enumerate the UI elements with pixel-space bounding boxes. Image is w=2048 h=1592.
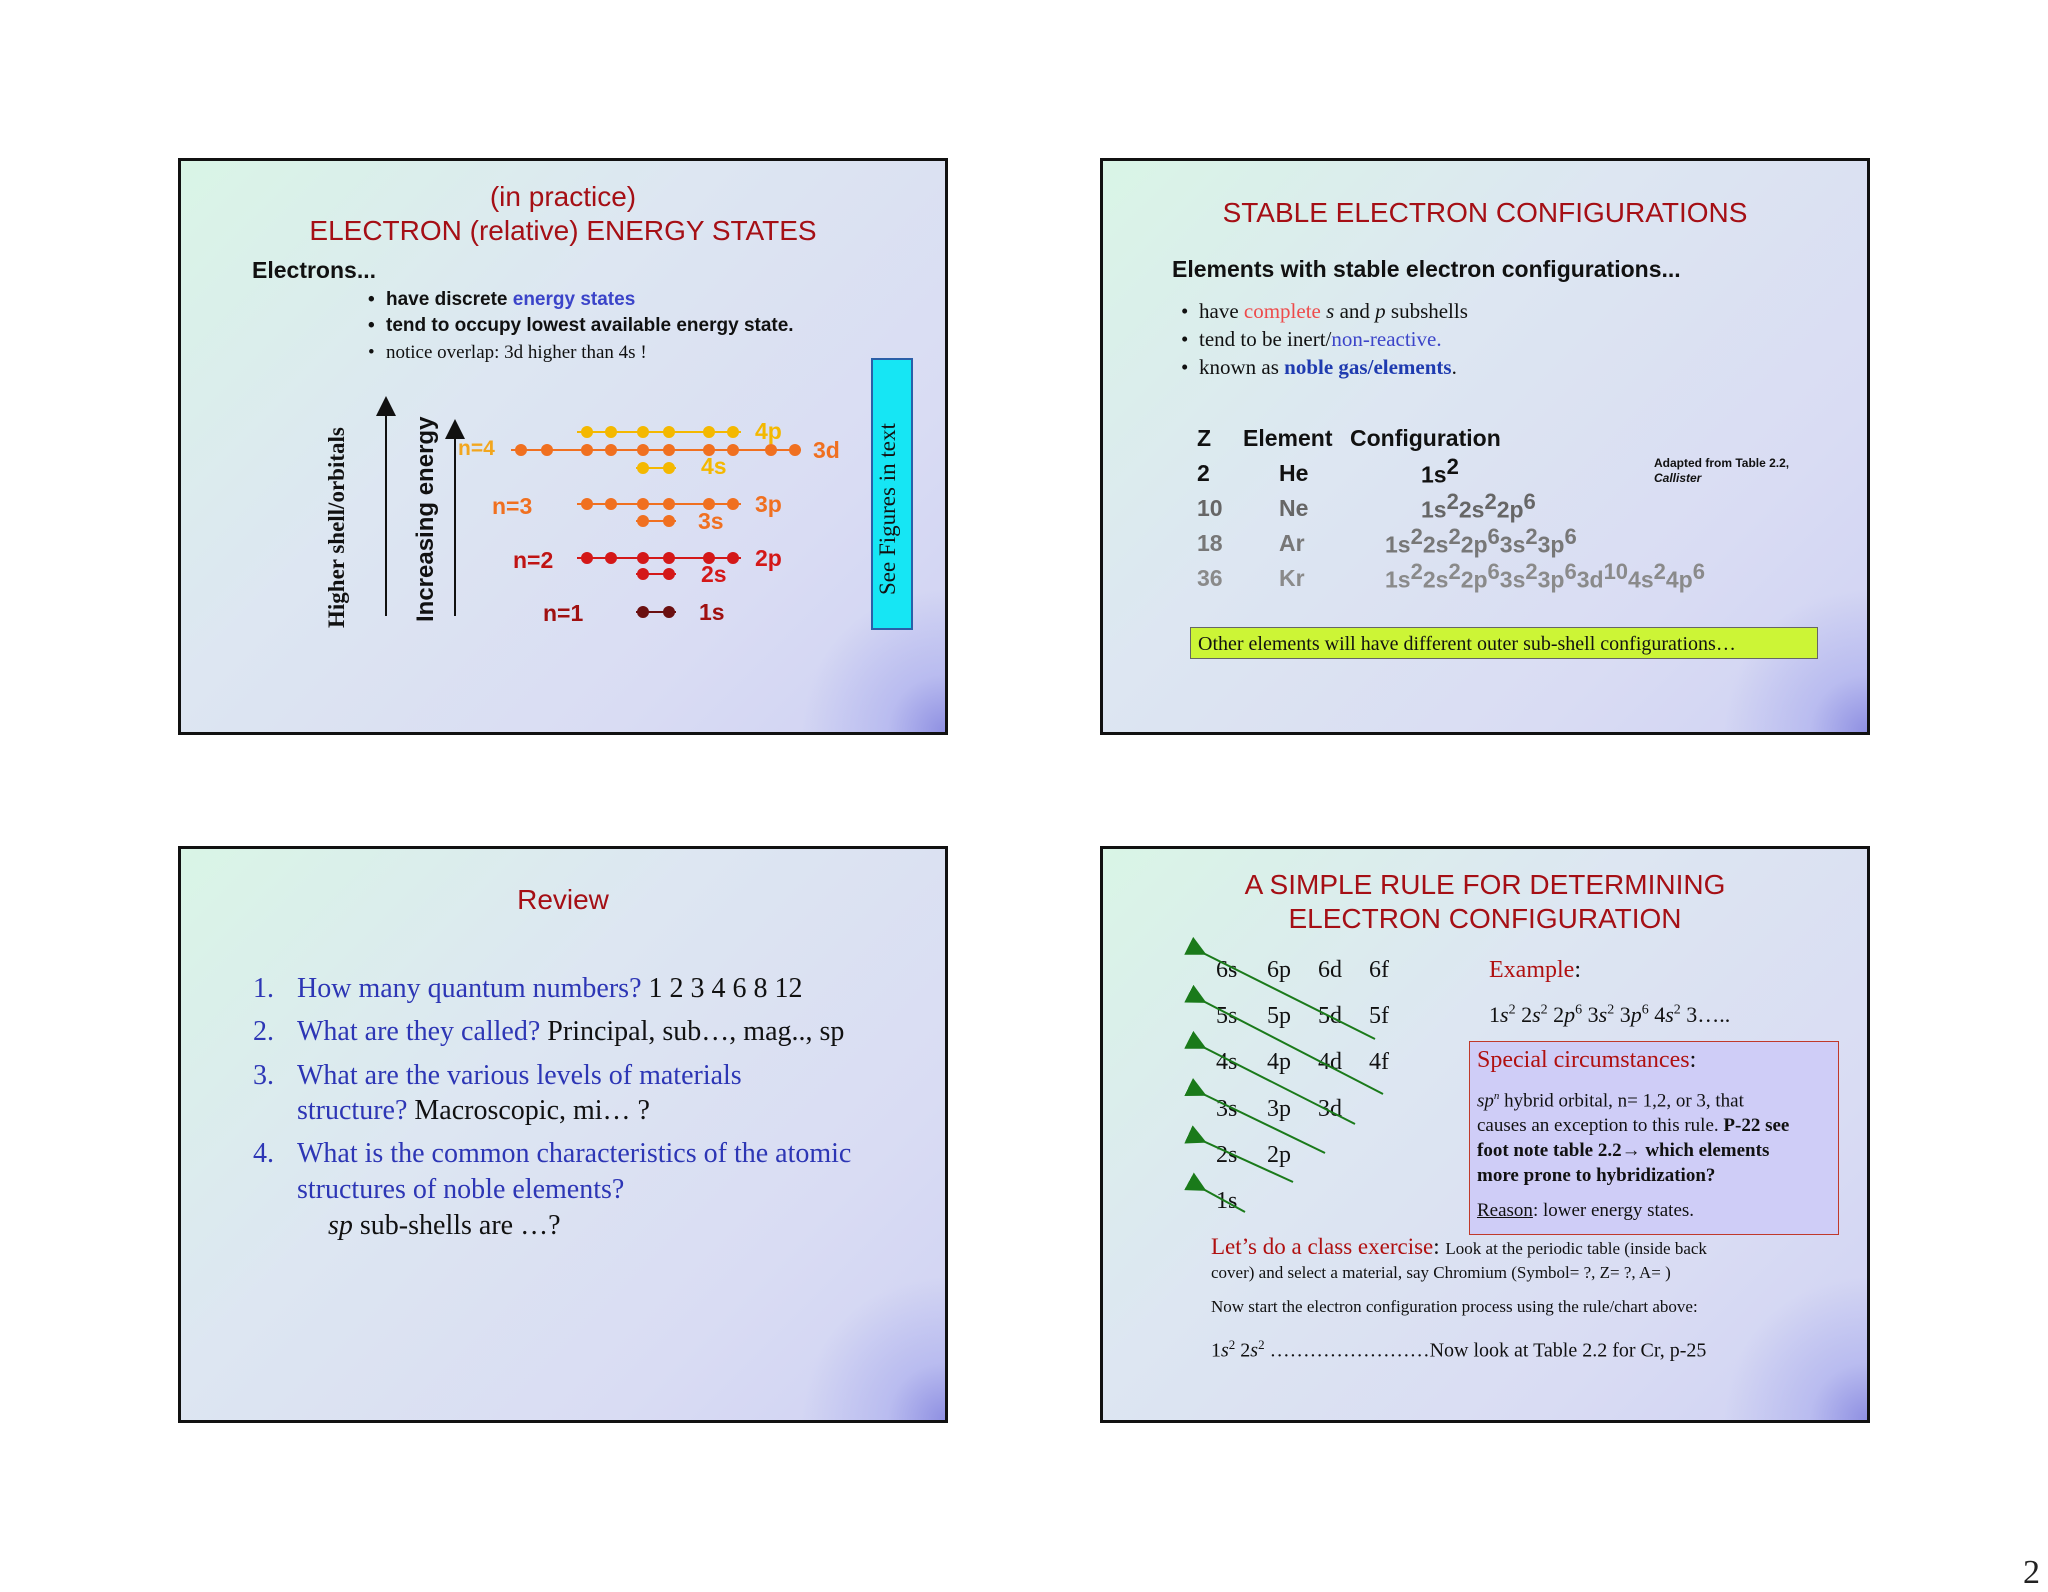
orbital-5d: 5d — [1318, 1003, 1342, 1029]
b2-nonreactive: non-reactive. — [1331, 327, 1442, 351]
special-sup: n — [1493, 1090, 1500, 1102]
slide2-bullet-1 — [1199, 299, 1468, 324]
orbital-5s: 5s — [1216, 1003, 1238, 1029]
question-1-answer: 1 2 3 4 6 8 12 — [648, 973, 803, 1004]
slide1-bullet-1-highlight: energy states — [512, 289, 636, 310]
b1-text: have — [1199, 299, 1244, 323]
shell-axis-label: Higher shell/orbitals — [324, 427, 349, 628]
question-3-line1: What are the various levels of materials — [297, 1060, 742, 1091]
answer-text: sub-shells are …? — [352, 1210, 561, 1241]
b1-s: s — [1326, 299, 1335, 323]
special-line-3: foot note table 2.2→ which elements — [1477, 1140, 1770, 1161]
question-2-answer: Principal, sub…, mag.., sp — [547, 1016, 845, 1047]
slide1-bullet-2: • tend to occupy lowest available energy state. — [386, 315, 794, 337]
b2-text: tend to be inert/ — [1199, 327, 1332, 351]
exercise-line-1 — [1211, 1234, 1707, 1260]
question-2 — [297, 1016, 844, 1048]
question-1 — [297, 973, 803, 1005]
label-n2: n=2 — [513, 547, 554, 573]
row-z: 10 — [1197, 495, 1223, 521]
figures-note-text: See Figures in text — [875, 423, 900, 595]
row-z: 18 — [1197, 530, 1223, 556]
orbital-6p: 6p — [1267, 957, 1291, 983]
label-3d: 3d — [813, 437, 840, 463]
orbital-4s: 4s — [1216, 1049, 1238, 1075]
reason-label: Reason — [1477, 1200, 1533, 1221]
special-line-1 — [1477, 1090, 1744, 1112]
slide-electron-energy-states — [178, 158, 948, 735]
source-line-2: Callister — [1654, 471, 1702, 485]
exercise-line-4: $1s^2$ $2s^2$ ……………………Now look at Table 2.2 for Cr, p-25 — [1211, 1337, 1707, 1362]
row-element: Kr — [1279, 565, 1305, 591]
label-n4: n=4 — [458, 437, 495, 460]
slide1-heading: Electrons... — [252, 257, 376, 283]
question-4-line1: What is the common characteristics of the atomic — [297, 1138, 852, 1169]
exercise-title: Let’s do a class exercise — [1211, 1234, 1434, 1259]
row-element: Ar — [1279, 530, 1305, 556]
orbital-1s: 1s — [1216, 1188, 1238, 1214]
slide-simple-rule — [1100, 846, 1870, 1423]
energy-axis-label: Increasing energy — [412, 416, 439, 622]
special-sp: sp — [1477, 1090, 1494, 1112]
header-element: Element — [1243, 425, 1333, 451]
reason-line — [1477, 1200, 1694, 1222]
question-3-text: structure? — [297, 1095, 408, 1126]
label-3s: 3s — [698, 508, 724, 534]
question-3-number: 3. — [253, 1060, 274, 1091]
question-1-text: How many quantum numbers? — [297, 973, 642, 1004]
label-2p: 2p — [755, 545, 782, 571]
row-element: Ne — [1279, 495, 1309, 521]
source-line-1: Adapted from Table 2.2, — [1654, 456, 1790, 470]
special-line-2 — [1477, 1115, 1789, 1137]
label-3p: 3p — [755, 491, 782, 517]
row-z: 2 — [1197, 460, 1210, 486]
row-config-kr: $1s^22s^22p^63s^23p^63d^{10}4s^24p^6$ — [1385, 559, 1705, 593]
example-sequence: $1s^2$ $2s^2$ $2p^6$ $3s^2$ $3p^6$ $4s^2$ 3….. — [1489, 1002, 1731, 1027]
exercise-line-4-end: Now look at Table 2.2 for Cr, p-25 — [1429, 1339, 1707, 1362]
orbital-6d: 6d — [1318, 957, 1342, 983]
example-colon: : — [1574, 957, 1581, 983]
special-line-2-bold: P-22 see — [1723, 1115, 1790, 1136]
orbital-4f: 4f — [1369, 1049, 1389, 1075]
reason-text: : lower energy states. — [1532, 1200, 1695, 1221]
special-title — [1477, 1047, 1696, 1074]
label-n3: n=3 — [492, 493, 533, 519]
orbital-5p: 5p — [1267, 1003, 1291, 1029]
slide1-bullet-1-text: have discrete — [386, 289, 513, 310]
orbital-2s: 2s — [1216, 1142, 1238, 1168]
special-line-2-text: causes an exception to this rule. — [1477, 1115, 1724, 1136]
4s-level-dots — [636, 463, 676, 473]
slide4-title-line1: A SIMPLE RULE FOR DETERMINING — [1244, 869, 1726, 900]
exercise-line-2: cover) and select a material, say Chromium (Symbol= ?, Z= ?, A= ) — [1211, 1263, 1671, 1282]
slide3-title: Review — [517, 884, 609, 915]
question-2-text: What are they called? — [297, 1016, 541, 1047]
b3-post: . — [1451, 355, 1457, 379]
b1-post: subshells — [1385, 299, 1468, 323]
label-4s: 4s — [701, 453, 727, 479]
orbital-5f: 5f — [1369, 1003, 1389, 1029]
question-3-line2 — [297, 1095, 650, 1127]
special-title-text: Special circumstances — [1477, 1047, 1690, 1073]
slide1-title-line1: (in practice) — [489, 181, 637, 212]
header-z: Z — [1197, 425, 1212, 451]
row-config-ar: $1s^22s^22p^63s^23p^6$ — [1385, 524, 1577, 558]
label-n1: n=1 — [543, 600, 584, 626]
question-4-answer — [328, 1210, 561, 1242]
b1-complete: complete — [1243, 299, 1321, 323]
n4-level-dots — [511, 445, 801, 455]
question-3-answer: Macroscopic, mi… ? — [414, 1095, 650, 1126]
question-4-number: 4. — [253, 1138, 274, 1169]
4p-level-dots — [577, 427, 741, 437]
exercise-line-1-text: Look at the periodic table (inside back — [1445, 1239, 1707, 1258]
1s-level-dots — [636, 607, 676, 617]
orbital-3p: 3p — [1267, 1096, 1291, 1122]
label-1s: 1s — [699, 599, 725, 625]
slide-stable-configurations — [1100, 158, 1870, 735]
answer-sp: sp — [328, 1210, 353, 1241]
orbital-3s: 3s — [1216, 1096, 1238, 1122]
slide2-title: STABLE ELECTRON CONFIGURATIONS — [1222, 197, 1748, 228]
special-colon: : — [1689, 1047, 1697, 1073]
orbital-6f: 6f — [1369, 957, 1389, 983]
b1-and: and — [1334, 299, 1376, 323]
special-line-1-text: hybrid orbital, n= 1,2, or 3, that — [1499, 1090, 1744, 1112]
special-line-4: more prone to hybridization? — [1477, 1165, 1716, 1186]
slide1-bullet-3: • notice overlap: 3d higher than 4s ! — [386, 342, 647, 364]
b3-text: known as — [1199, 355, 1285, 379]
label-4p: 4p — [755, 418, 782, 444]
row-z: 36 — [1197, 565, 1223, 591]
row-element: He — [1279, 460, 1309, 486]
slide2-bullet-3 — [1199, 355, 1457, 380]
slide4-title-line2: ELECTRON CONFIGURATION — [1288, 903, 1682, 934]
example-label-text: Example — [1489, 957, 1575, 983]
question-2-number: 2. — [253, 1016, 274, 1047]
slide2-heading: Elements with stable electron configurations... — [1172, 256, 1681, 282]
slide1-title-line2: ELECTRON (relative) ENERGY STATES — [309, 215, 817, 246]
exercise-line-3: Now start the electron configuration process using the rule/chart above: — [1211, 1297, 1698, 1316]
exercise-colon: : — [1433, 1234, 1440, 1259]
3s-level-dots — [636, 516, 676, 526]
orbital-4p: 4p — [1267, 1049, 1291, 1075]
note-box: Other elements will have different outer sub-shell configurations… — [1190, 627, 1818, 659]
slide-review — [178, 846, 948, 1423]
page-number: 2 — [2023, 1554, 2040, 1591]
b3-noble: noble gas/elements — [1284, 355, 1452, 379]
b1-p: p — [1375, 299, 1386, 323]
2s-level-dots — [636, 569, 676, 579]
slide2-bullet-2 — [1199, 327, 1442, 352]
orbital-4d: 4d — [1318, 1049, 1342, 1075]
orbital-3d: 3d — [1318, 1096, 1342, 1122]
example-label — [1489, 957, 1581, 984]
row-config-ne: $1s^22s^22p^6$ — [1421, 489, 1536, 523]
orbital-2p: 2p — [1267, 1142, 1291, 1168]
label-2s: 2s — [701, 561, 727, 587]
question-4-line2: structures of noble elements? — [297, 1174, 625, 1205]
question-1-number: 1. — [253, 973, 274, 1004]
row-config-he: $1s^2$ — [1421, 454, 1459, 488]
orbital-6s: 6s — [1216, 957, 1238, 983]
header-configuration: Configuration — [1350, 425, 1501, 451]
